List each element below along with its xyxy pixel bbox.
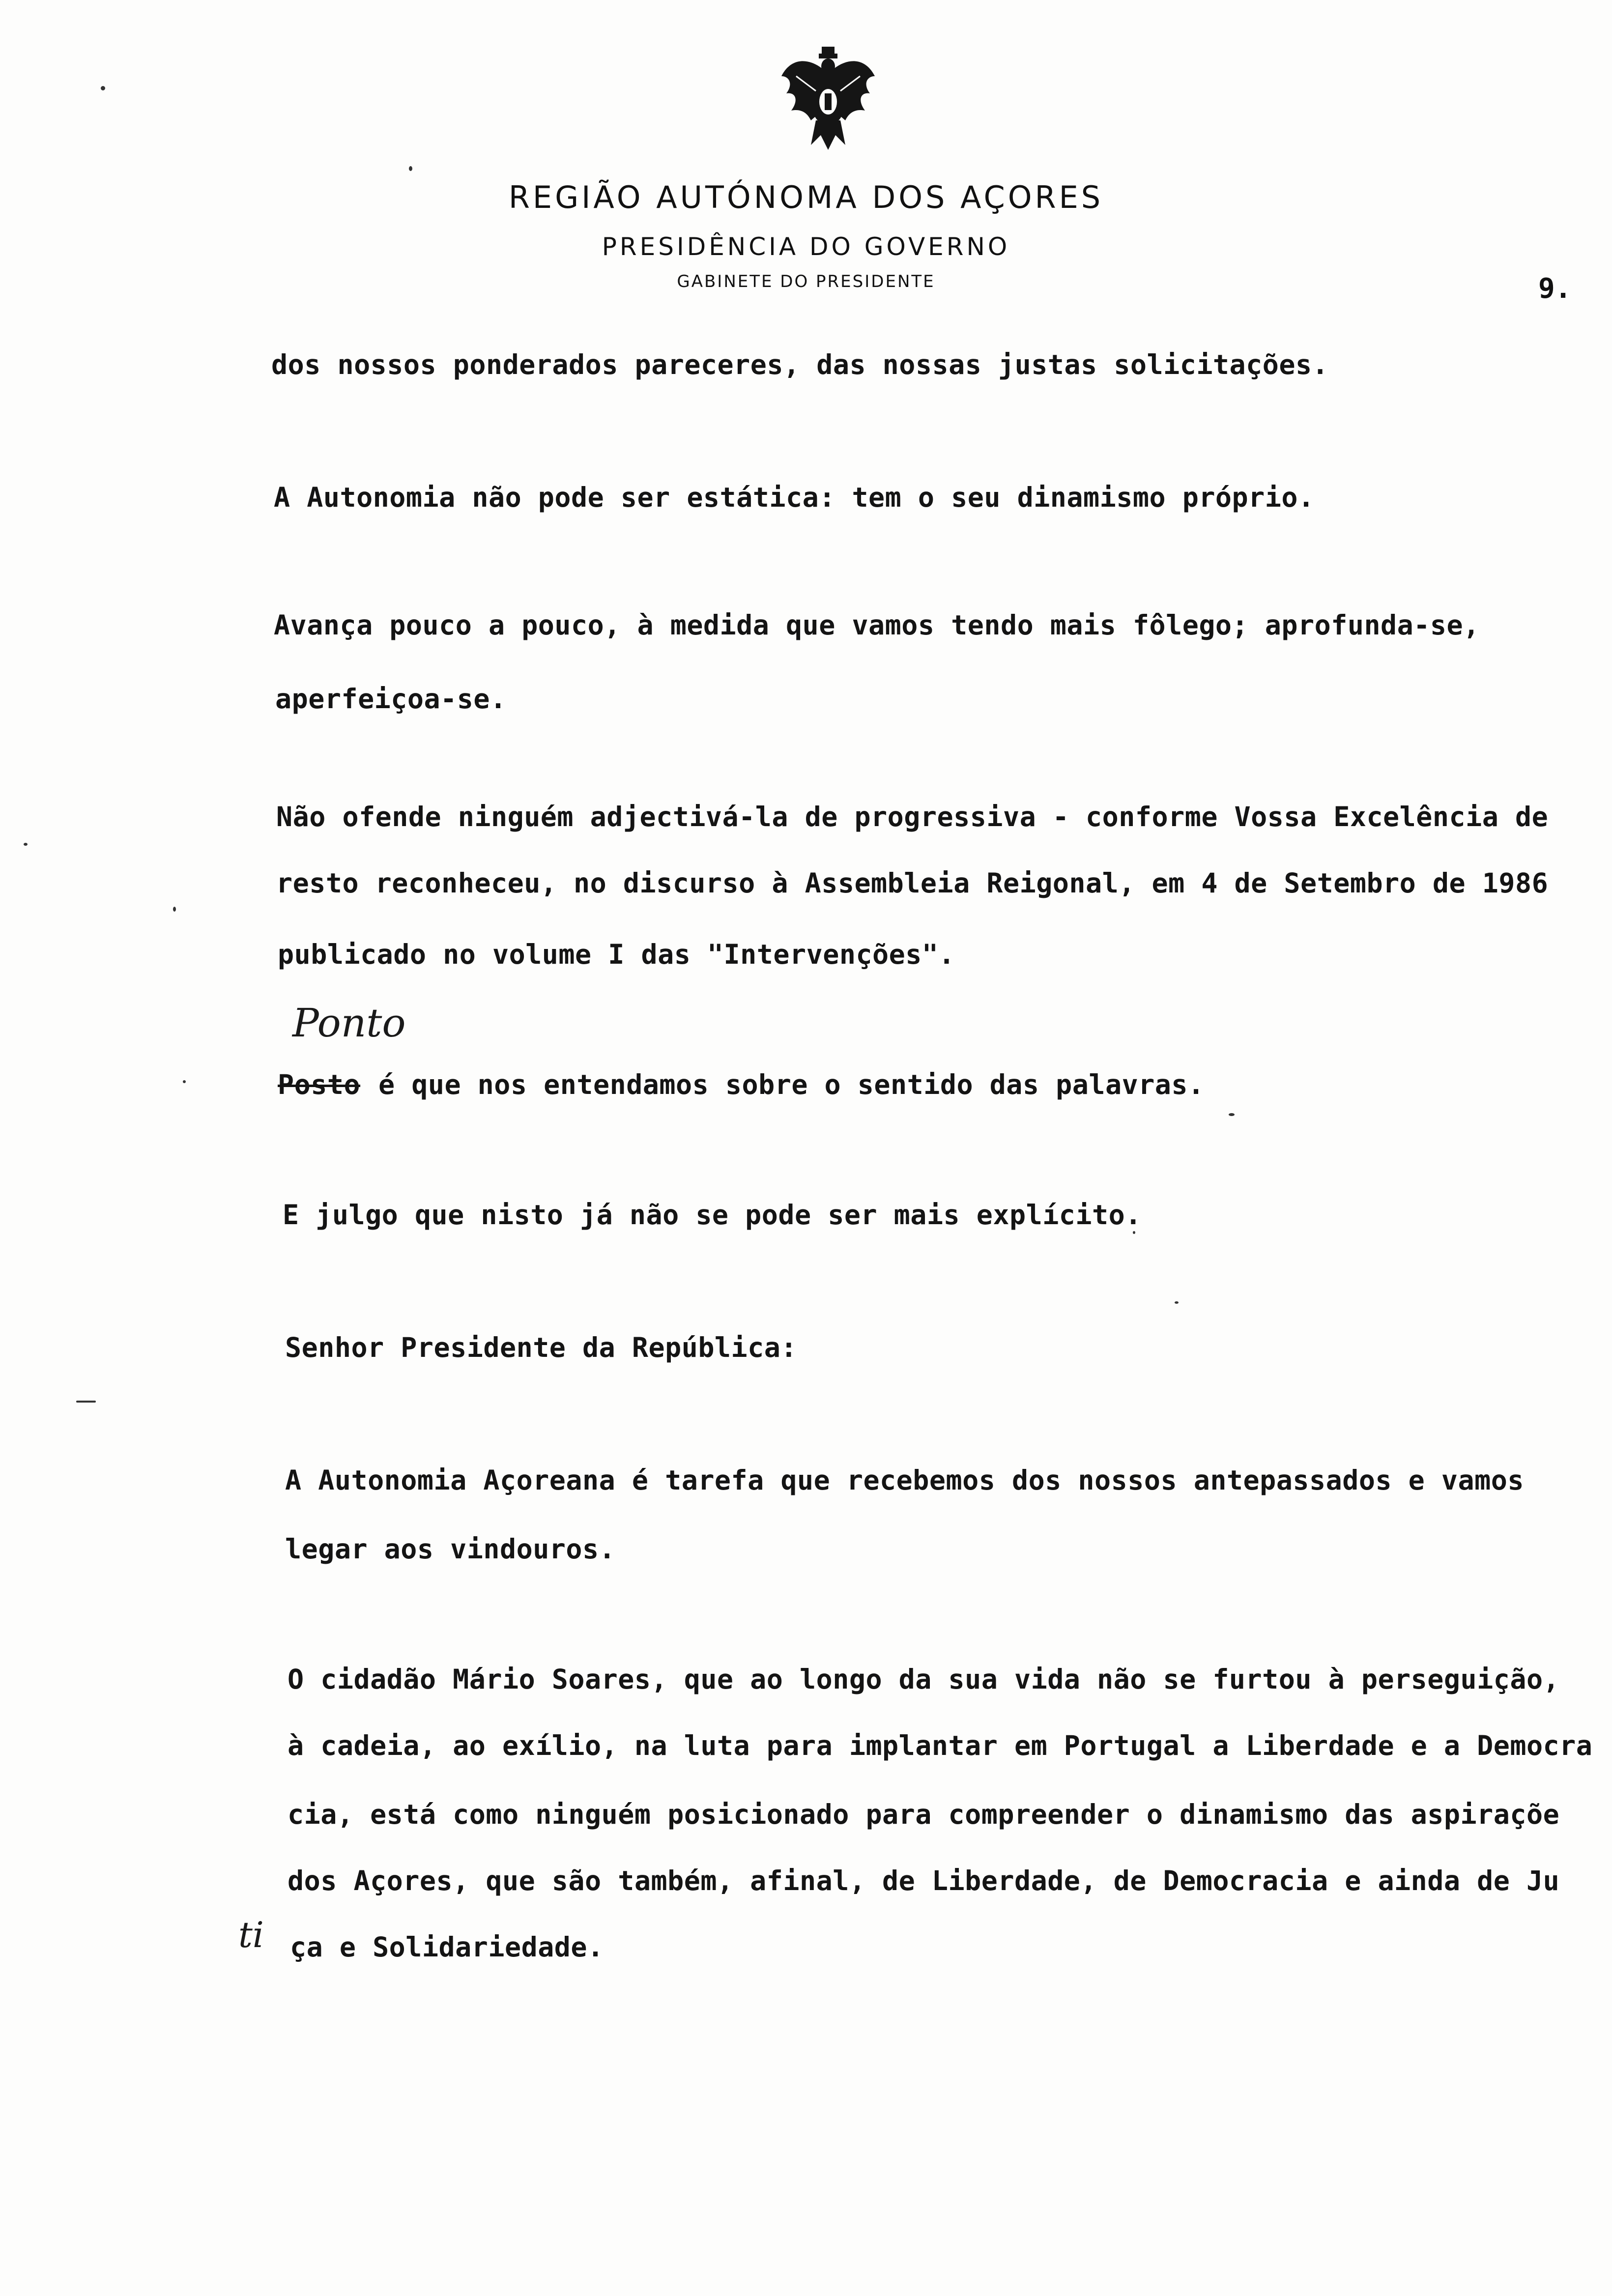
body-line: legar aos vindouros. bbox=[285, 1533, 616, 1565]
scan-speck bbox=[173, 907, 176, 912]
handwritten-margin-note: ti bbox=[238, 1914, 264, 1955]
body-line: A Autonomia não pode ser estática: tem o seu dinamismo próprio. bbox=[274, 482, 1315, 513]
body-line: Senhor Presidente da República: bbox=[285, 1332, 797, 1363]
presidency-subtitle: PRESIDÊNCIA DO GOVERNO bbox=[602, 232, 1010, 261]
body-line: A Autonomia Açoreana é tarefa que recebemos dos nossos antepassados e vamos bbox=[285, 1464, 1524, 1496]
cabinet-subtitle: GABINETE DO PRESIDENTE bbox=[677, 272, 935, 291]
region-title: REGIÃO AUTÓNOMA DOS AÇORES bbox=[508, 179, 1104, 215]
scan-speck bbox=[1175, 1301, 1179, 1304]
scan-speck bbox=[1229, 1113, 1235, 1116]
scan-speck bbox=[24, 843, 28, 846]
body-line: dos Açores, que são também, afinal, de Liberdade, de Democracia e ainda de Ju bbox=[288, 1865, 1560, 1896]
body-line: ça e Solidariedade. bbox=[290, 1931, 604, 1963]
body-line: é que nos entendamos sobre o sentido das palavras. bbox=[378, 1069, 1205, 1100]
body-line: dos nossos ponderados pareceres, das nossas justas solicitações. bbox=[271, 349, 1329, 380]
body-line: E julgo que nisto já não se pode ser mais explícito. bbox=[283, 1199, 1142, 1231]
eagle-coat-of-arms-icon bbox=[781, 47, 875, 150]
struck-word: Posto bbox=[278, 1069, 361, 1100]
scan-speck bbox=[101, 86, 105, 90]
body-line: publicado no volume I das "Intervenções". bbox=[278, 939, 955, 970]
page-number: 9. bbox=[1538, 273, 1572, 305]
body-line: Avança pouco a pouco, à medida que vamos tendo mais fôlego; aprofunda-se, bbox=[274, 609, 1480, 641]
body-line: resto reconheceu, no discurso à Assembleia Reigonal, em 4 de Setembro de 1986 bbox=[276, 867, 1549, 899]
body-line: O cidadão Mário Soares, que ao longo da sua vida não se furtou à perseguição, bbox=[288, 1664, 1560, 1695]
scan-speck bbox=[183, 1080, 186, 1083]
body-line: cia, está como ninguém posicionado para compreender o dinamismo das aspiraçõe bbox=[288, 1799, 1560, 1830]
handwritten-correction: Ponto bbox=[292, 1000, 406, 1046]
scan-speck bbox=[76, 1401, 96, 1403]
body-line: aperfeiçoa-se. bbox=[275, 683, 507, 715]
body-line: Não ofende ninguém adjectivá-la de progressiva - conforme Vossa Excelência de bbox=[276, 801, 1549, 832]
scan-speck bbox=[1133, 1231, 1135, 1234]
body-line: à cadeia, ao exílio, na luta para implantar em Portugal a Liberdade e a Democra bbox=[288, 1730, 1593, 1761]
scan-speck bbox=[409, 166, 412, 171]
